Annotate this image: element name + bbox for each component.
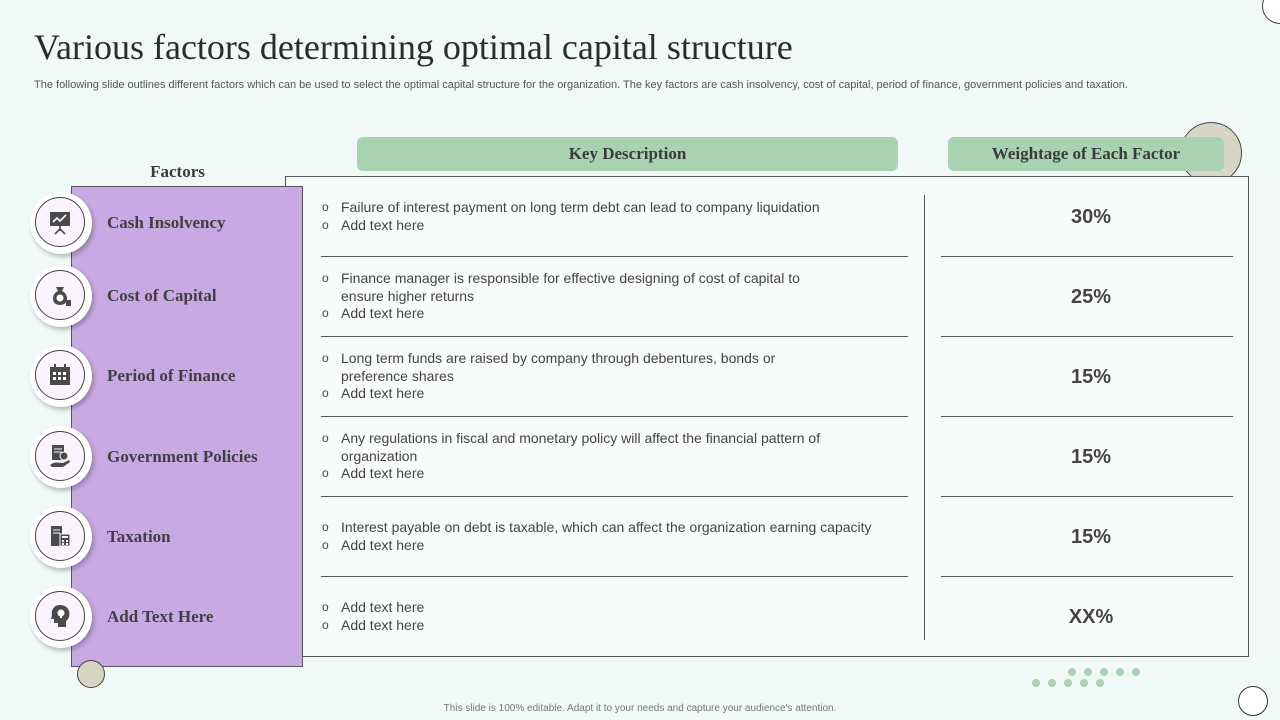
- bullet-item: o Interest payable on debt is taxable, which can affect the organization earning capacity: [321, 519, 907, 537]
- row-separator: [941, 256, 1233, 257]
- weightage-value: 25%: [1070, 286, 1112, 308]
- factor-label: Government Policies: [107, 447, 258, 466]
- page-title: Various factors determining optimal capital structure: [34, 27, 793, 67]
- money-bag-icon: [47, 282, 73, 308]
- factor-label: Add Text Here: [107, 607, 214, 626]
- factor-row-period-of-finance: [30, 345, 290, 407]
- description-cell: [321, 430, 841, 483]
- factor-row-government-policies: [30, 426, 290, 488]
- row-separator: [941, 576, 1233, 577]
- bullet-item: o Add text here: [321, 385, 811, 403]
- description-cell: [321, 599, 907, 634]
- bullet-item: o Finance manager is responsible for effective designing of cost of capital to ensure higher returns: [321, 270, 831, 305]
- row-separator: [941, 416, 1233, 417]
- row-separator: [321, 416, 908, 417]
- icon-circle: [30, 265, 92, 327]
- description-cell: [321, 519, 907, 554]
- factor-row-add-text: [30, 586, 290, 648]
- row-separator: [321, 256, 908, 257]
- weightage-header: Weightage of Each Factor: [948, 137, 1224, 171]
- bullet-item: o Add text here: [321, 465, 841, 483]
- calendar-icon: [47, 362, 73, 388]
- footer-note: This slide is 100% editable. Adapt it to your needs and capture your audience's attention.: [443, 703, 837, 714]
- icon-circle: [30, 506, 92, 568]
- factors-header: Factors: [150, 162, 205, 181]
- factor-label: Taxation: [107, 527, 171, 546]
- bullet-item: o Add text here: [321, 305, 831, 323]
- icon-circle: [30, 345, 92, 407]
- bullet-item: o Add text here: [321, 599, 907, 617]
- row-separator: [941, 336, 1233, 337]
- row-separator: [321, 576, 908, 577]
- weightage-value: 30%: [1070, 206, 1112, 228]
- bullet-item: o Add text here: [321, 617, 907, 635]
- factor-label: Cost of Capital: [107, 286, 217, 305]
- key-description-header: Key Description: [357, 137, 898, 171]
- factor-label: Cash Insolvency: [107, 213, 226, 232]
- bullet-item: o Add text here: [321, 537, 907, 555]
- icon-circle: [30, 586, 92, 648]
- bullet-item: o Add text here: [321, 217, 907, 235]
- lightbulb-head-icon: [47, 603, 73, 629]
- weightage-value: XX%: [1068, 606, 1114, 628]
- column-divider: [924, 195, 925, 640]
- bullet-item: o Long term funds are raised by company through debentures, bonds or preference shares: [321, 350, 811, 385]
- factor-row-taxation: [30, 506, 290, 568]
- description-cell: [321, 270, 831, 323]
- row-separator: [941, 496, 1233, 497]
- policy-document-hand-icon: [47, 443, 73, 469]
- tax-calculator-icon: [47, 523, 73, 549]
- description-cell: [321, 199, 907, 234]
- icon-circle: [30, 192, 92, 254]
- row-separator: [321, 336, 908, 337]
- factor-row-cash-insolvency: [30, 192, 290, 254]
- bullet-item: o Any regulations in fiscal and monetary policy will affect the financial pattern of organization: [321, 430, 841, 465]
- description-cell: [321, 350, 811, 403]
- row-separator: [321, 496, 908, 497]
- weightage-value: 15%: [1070, 366, 1112, 388]
- page-subtitle: The following slide outlines different factors which can be used to select the optimal capital structure for the organization. The key factors are cash insolvency, cost of capital, period of finance, government policies and taxation.: [34, 79, 1128, 91]
- decorative-circle: [1262, 0, 1280, 24]
- weightage-value: 15%: [1070, 446, 1112, 468]
- presentation-board-icon: [47, 209, 73, 235]
- decorative-circle: [77, 660, 105, 688]
- bullet-item: o Failure of interest payment on long term debt can lead to company liquidation: [321, 199, 907, 217]
- factor-label: Period of Finance: [107, 366, 236, 385]
- icon-circle: [30, 426, 92, 488]
- factor-row-cost-of-capital: [30, 265, 290, 327]
- weightage-value: 15%: [1070, 526, 1112, 548]
